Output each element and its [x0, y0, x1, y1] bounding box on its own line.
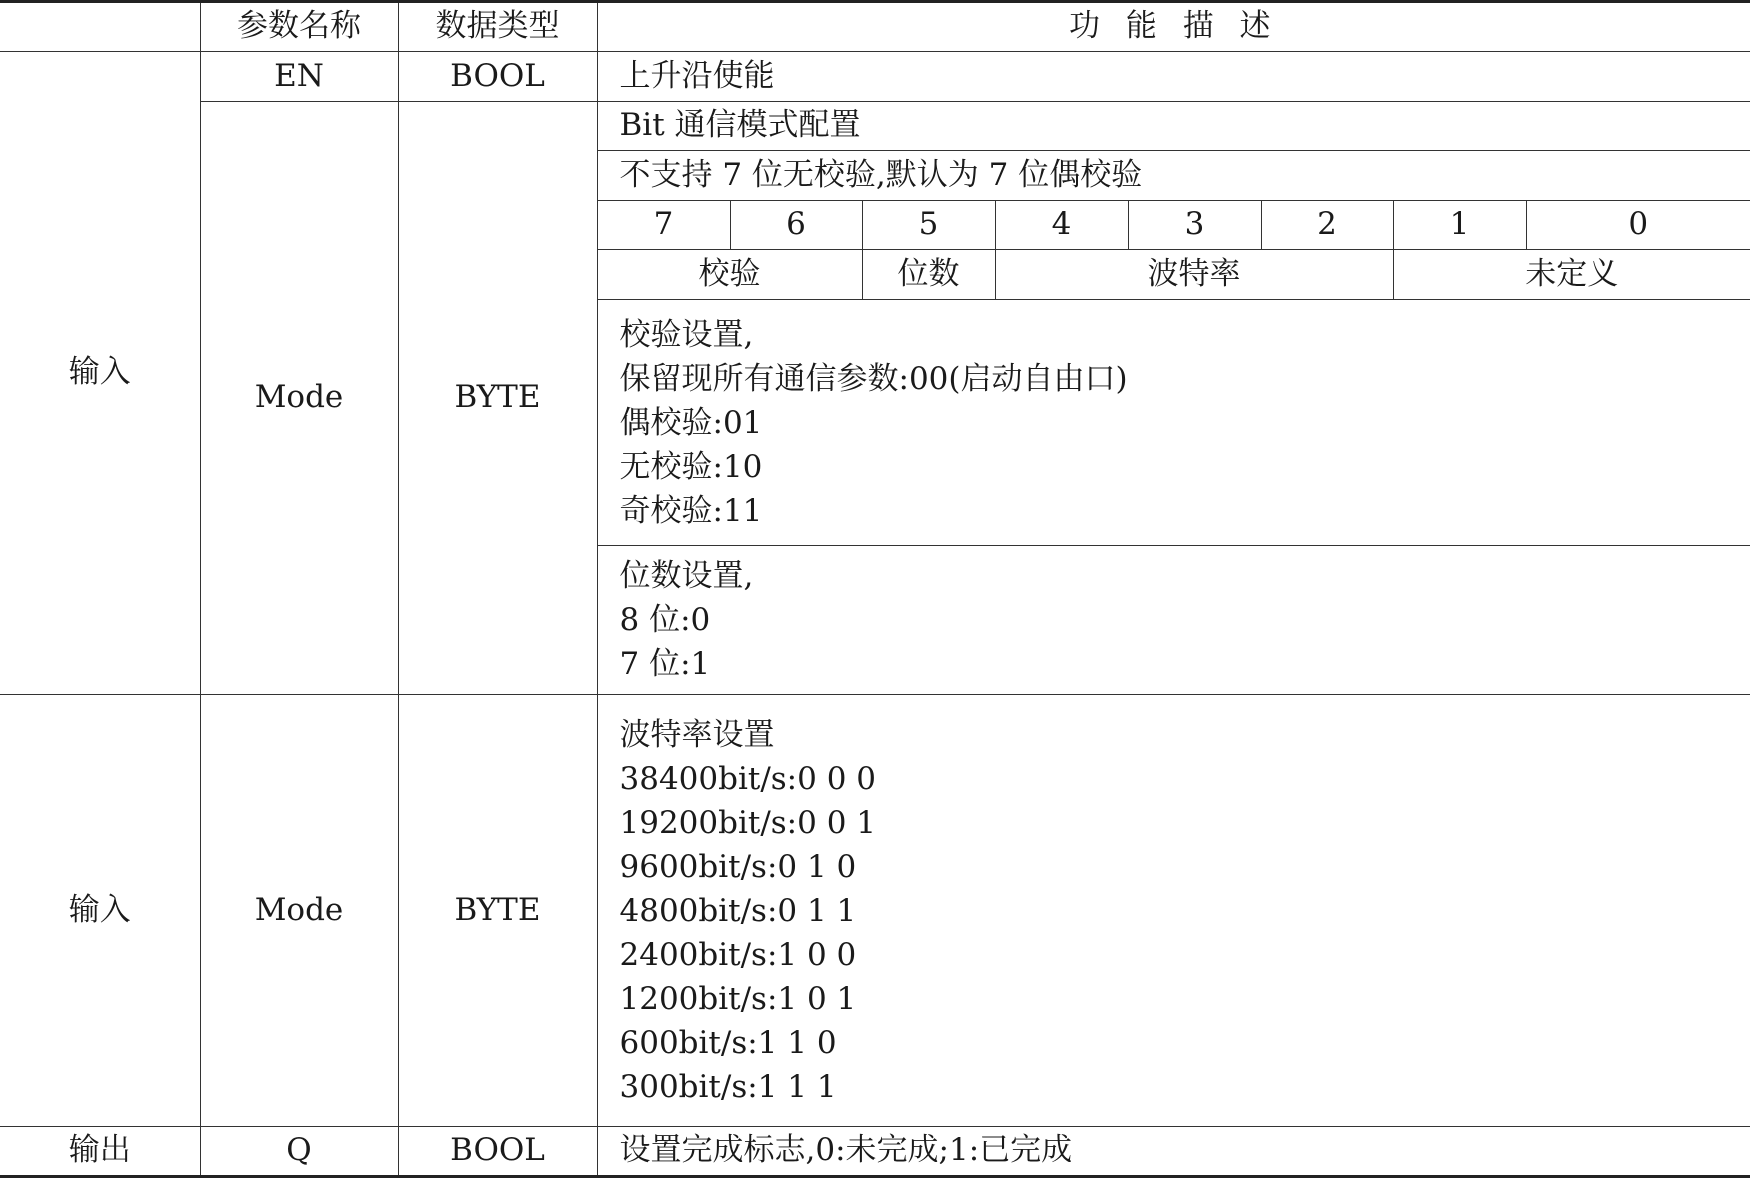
bit-number-cell: 0 — [1526, 201, 1750, 250]
databit-line: 位数设置, — [619, 558, 754, 594]
bit-group-baudrate: 波特率 — [995, 250, 1393, 300]
baud-settings-cell — [597, 695, 1750, 1127]
input-label-cell: 输入 — [0, 52, 200, 695]
table-row-baud-settings — [0, 695, 1750, 1127]
parity-line: 校验设置, — [619, 316, 754, 353]
parity-line: 无校验:10 — [619, 448, 763, 485]
baud-line: 波特率设置 — [619, 716, 775, 753]
bit-group-undefined: 未定义 — [1393, 250, 1750, 300]
baud-line: 19200bit/s:0 0 1 — [619, 804, 877, 841]
header-data-type: 数据类型 — [398, 2, 597, 52]
mode-config-note: 不支持 7 位无校验,默认为 7 位偶校验 — [597, 151, 1750, 201]
bit-number-cell: 1 — [1393, 201, 1526, 250]
bit-number-cell: 6 — [730, 201, 862, 250]
bit-number-cell: 2 — [1261, 201, 1393, 250]
input-label-cell-2: 输入 — [0, 695, 200, 1127]
parity-line: 奇校验:11 — [619, 492, 763, 529]
baud-line: 1200bit/s:1 0 1 — [619, 980, 857, 1017]
bit-number-cell: 3 — [1128, 201, 1261, 250]
output-data-type: BOOL — [398, 1127, 597, 1177]
header-function-desc: 功 能 描 述 — [597, 2, 1750, 52]
bit-number-cell: 4 — [995, 201, 1128, 250]
en-description: 上升沿使能 — [597, 52, 1750, 102]
baud-line: 2400bit/s:1 0 0 — [619, 936, 857, 973]
en-param-name: EN — [200, 52, 398, 102]
header-param-name: 参数名称 — [200, 2, 398, 52]
bit-number-cell: 7 — [597, 201, 730, 250]
mode-data-type: BYTE — [398, 102, 597, 695]
mode2-param-name: Mode — [200, 695, 398, 1127]
header-row — [0, 2, 1750, 52]
databit-settings-cell — [597, 546, 1750, 695]
output-description: 设置完成标志,0:未完成;1:已完成 — [597, 1127, 1750, 1177]
baud-line: 600bit/s:1 1 0 — [619, 1024, 837, 1061]
header-empty-cell — [0, 2, 200, 52]
mode-param-name: Mode — [200, 102, 398, 695]
table-row-mode-line1 — [0, 102, 1750, 151]
databit-line: 8 位:0 — [619, 602, 711, 638]
bit-group-databits: 位数 — [862, 250, 995, 300]
output-param-name: Q — [200, 1127, 398, 1177]
baud-line: 38400bit/s:0 0 0 — [619, 760, 877, 797]
bit-number-cell: 5 — [862, 201, 995, 250]
output-label-cell: 输出 — [0, 1127, 200, 1177]
parity-line: 保留现所有通信参数:00(启动自由口) — [619, 360, 1128, 397]
mode2-data-type: BYTE — [398, 695, 597, 1127]
parity-line: 偶校验:01 — [619, 404, 763, 441]
table-row-output — [0, 1127, 1750, 1177]
parity-settings-cell — [597, 300, 1750, 546]
databit-line: 7 位:1 — [619, 646, 711, 682]
baud-line: 300bit/s:1 1 1 — [619, 1068, 837, 1105]
mode-config-title: Bit 通信模式配置 — [597, 102, 1750, 151]
baud-line: 9600bit/s:0 1 0 — [619, 848, 857, 885]
bit-group-parity: 校验 — [597, 250, 862, 300]
table-row-en — [0, 52, 1750, 102]
baud-line: 4800bit/s:0 1 1 — [619, 892, 857, 929]
en-data-type: BOOL — [398, 52, 597, 102]
